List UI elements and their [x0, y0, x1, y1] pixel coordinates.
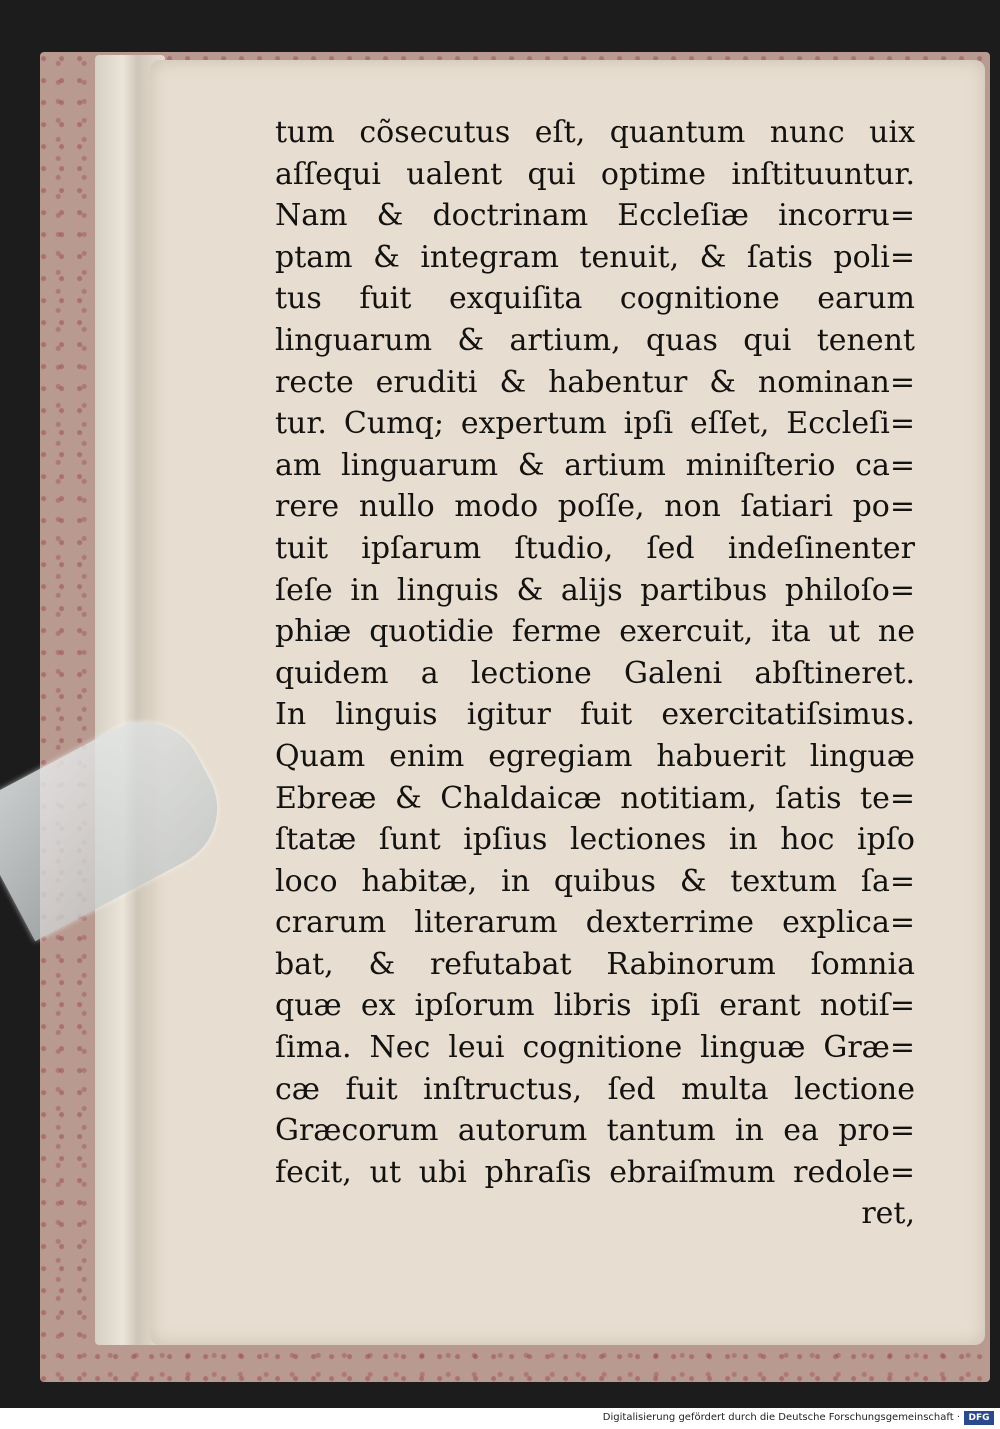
- text-line-15: In linguis igitur fuit exercitatiſsimus.: [275, 697, 915, 733]
- text-line-20: crarum literarum dexterrime explica=: [275, 905, 915, 941]
- footer-bar: [0, 1408, 1000, 1429]
- text-line-14: quidem a lectione Galeni abſtineret.: [275, 655, 915, 691]
- text-line-8: tur. Cumq; expertum ipſi eſſet, Eccleſi=: [275, 406, 915, 442]
- text-line-9: am linguarum & artium miniſterio ca=: [275, 447, 915, 483]
- text-line-13: phiæ quotidie ferme exercuit, ita ut ne: [275, 614, 915, 650]
- text-line-4: ptam & integram tenuit, & ſatis poli=: [275, 239, 915, 275]
- text-line-25: Græcorum autorum tantum in ea pro=: [275, 1113, 915, 1149]
- text-line-5: tus fuit exquiſita cognitione earum: [275, 281, 915, 317]
- text-line-7: recte eruditi & habentur & nominan=: [275, 364, 915, 400]
- text-line-2: aſſequi ualent qui optime inſtituuntur.: [275, 156, 915, 192]
- text-line-23: ſima. Nec leui cognitione linguæ Græ=: [275, 1030, 915, 1066]
- text-line-22: quæ ex ipſorum libris ipſi erant notiſ=: [275, 988, 915, 1024]
- text-line-3: Nam & doctrinam Eccleſiæ incorru=: [275, 198, 915, 234]
- text-line-10: rere nullo modo poſſe, non ſatiari po=: [275, 489, 915, 525]
- text-line-6: linguarum & artium, quas qui tenent: [275, 322, 915, 358]
- text-block: [275, 112, 915, 1235]
- catchword: ret,: [861, 1196, 915, 1232]
- text-line-26: fecit, ut ubi phraſis ebraiſmum redole=: [275, 1154, 915, 1190]
- text-line-18: ſtatæ ſunt ipſius lectiones in hoc ipſo: [275, 822, 915, 858]
- text-line-21: bat, & refutabat Rabinorum ſomnia: [275, 946, 915, 982]
- text-line-12: ſeſe in linguis & alijs partibus philoſo=: [275, 572, 915, 608]
- text-line-24: cæ fuit inſtructus, ſed multa lectione: [275, 1071, 915, 1107]
- text-line-11: tuit ipſarum ſtudio, ſed indeſinenter: [275, 530, 915, 566]
- text-line-1: tum cõsecutus eſt, quantum nunc uix: [275, 115, 915, 150]
- funding-credit: Digitalisierung gefördert durch die Deutsche Forschungsgemeinschaft ·: [602, 1412, 960, 1423]
- text-line-17: Ebreæ & Chaldaicæ notitiam, ſatis te=: [275, 780, 915, 816]
- text-line-19: loco habitæ, in quibus & textum ſa=: [275, 863, 915, 899]
- text-line-16: Quam enim egregiam habuerit linguæ: [275, 738, 915, 774]
- dfg-logo-icon: DFG: [964, 1411, 994, 1425]
